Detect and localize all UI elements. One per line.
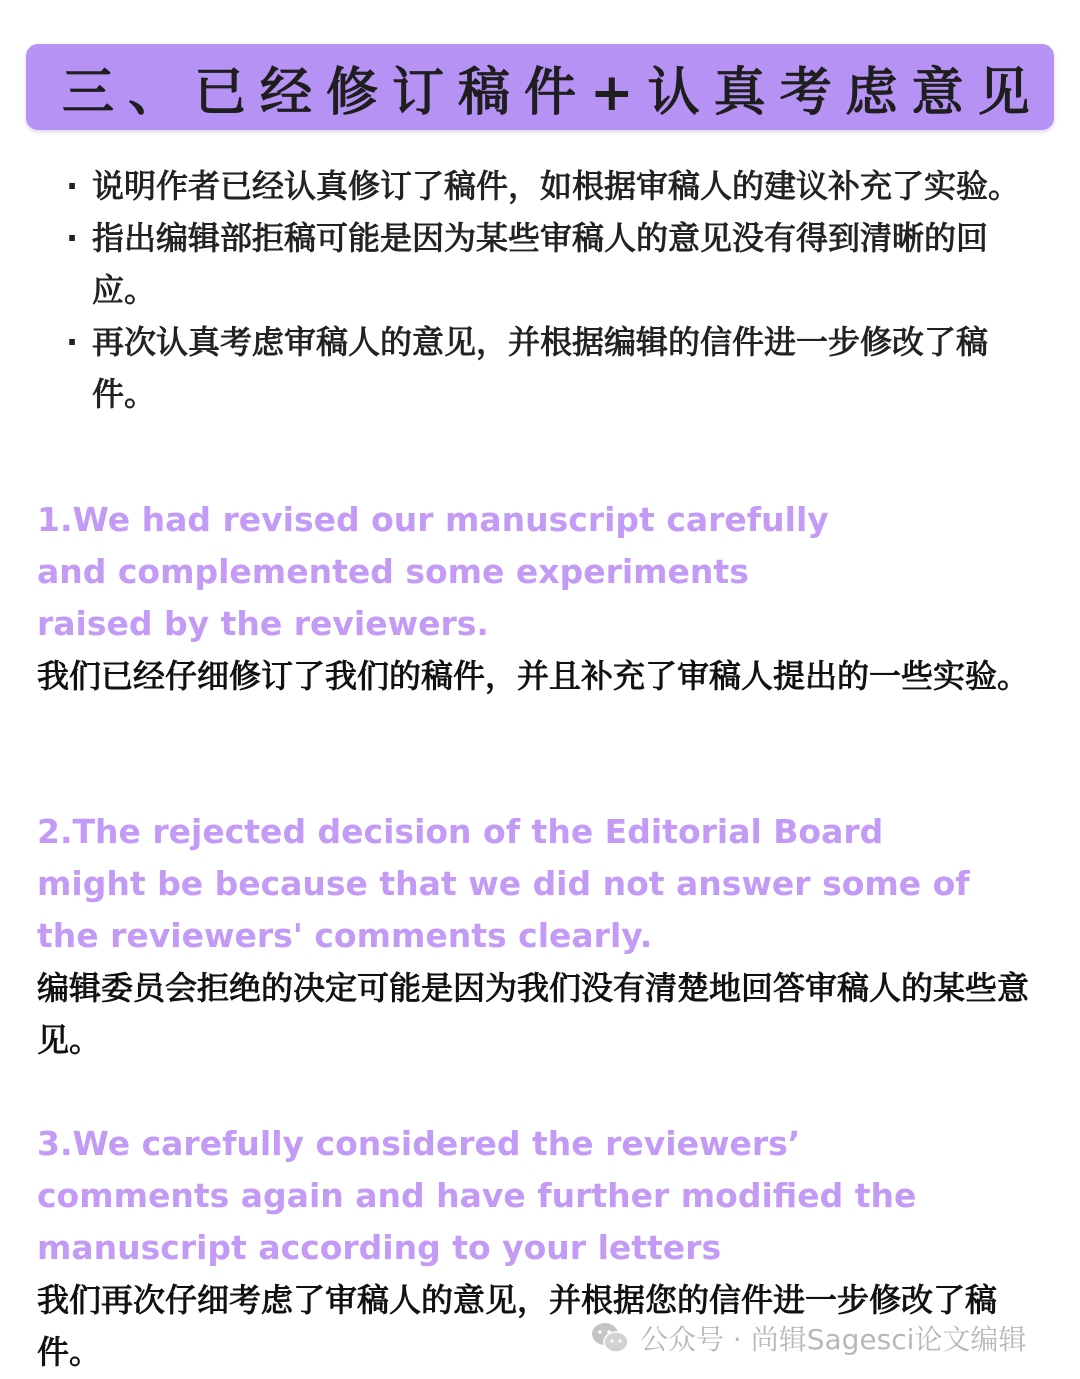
chinese-translation: 我们再次仔细考虑了审稿人的意见，并根据您的信件进一步修改了稿件。	[37, 1281, 998, 1371]
watermark-text: 公众号 · 尚辑Sagesci论文编辑	[640, 1323, 1027, 1356]
english-sentence: 1.We had revised our manuscript carefully and complemented some experiments raised by the reviewers.	[37, 500, 829, 643]
bullet-text: 再次认真考虑审稿人的意见，并根据编辑的信件进一步修改了稿件。	[92, 323, 989, 413]
bullet-text: 说明作者已经认真修订了稿件，如根据审稿人的建议补充了实验。	[92, 167, 1021, 205]
bullet-item	[60, 212, 1040, 316]
wechat-icon	[590, 1320, 630, 1356]
english-sentence: 2.The rejected decision of the Editorial Board might be because that we did not answer some of the reviewers' comments clearly.	[37, 812, 970, 955]
bullet-dot: ·	[66, 219, 79, 257]
bullet-dot: ·	[66, 167, 79, 205]
watermark	[590, 1316, 1026, 1360]
example-entry-1	[37, 494, 1030, 702]
title-banner	[26, 44, 1054, 130]
bullet-item	[60, 316, 1040, 420]
bullet-text: 指出编辑部拒稿可能是因为某些审稿人的意见没有得到清晰的回应。	[92, 219, 989, 309]
bullet-list	[60, 160, 1040, 420]
example-entry-2	[37, 806, 1030, 1066]
chinese-translation: 编辑委员会拒绝的决定可能是因为我们没有清楚地回答审稿人的某些意见。	[37, 969, 1030, 1059]
bullet-dot: ·	[66, 323, 79, 361]
english-sentence: 3.We carefully considered the reviewers’ comments again and have further modified the manuscript according to your letters	[37, 1124, 917, 1267]
bullet-item	[60, 160, 1040, 212]
page-title: 三、已经修订稿件+认真考虑意见	[62, 62, 1044, 123]
chinese-translation: 我们已经仔细修订了我们的稿件，并且补充了审稿人提出的一些实验。	[37, 657, 1030, 695]
